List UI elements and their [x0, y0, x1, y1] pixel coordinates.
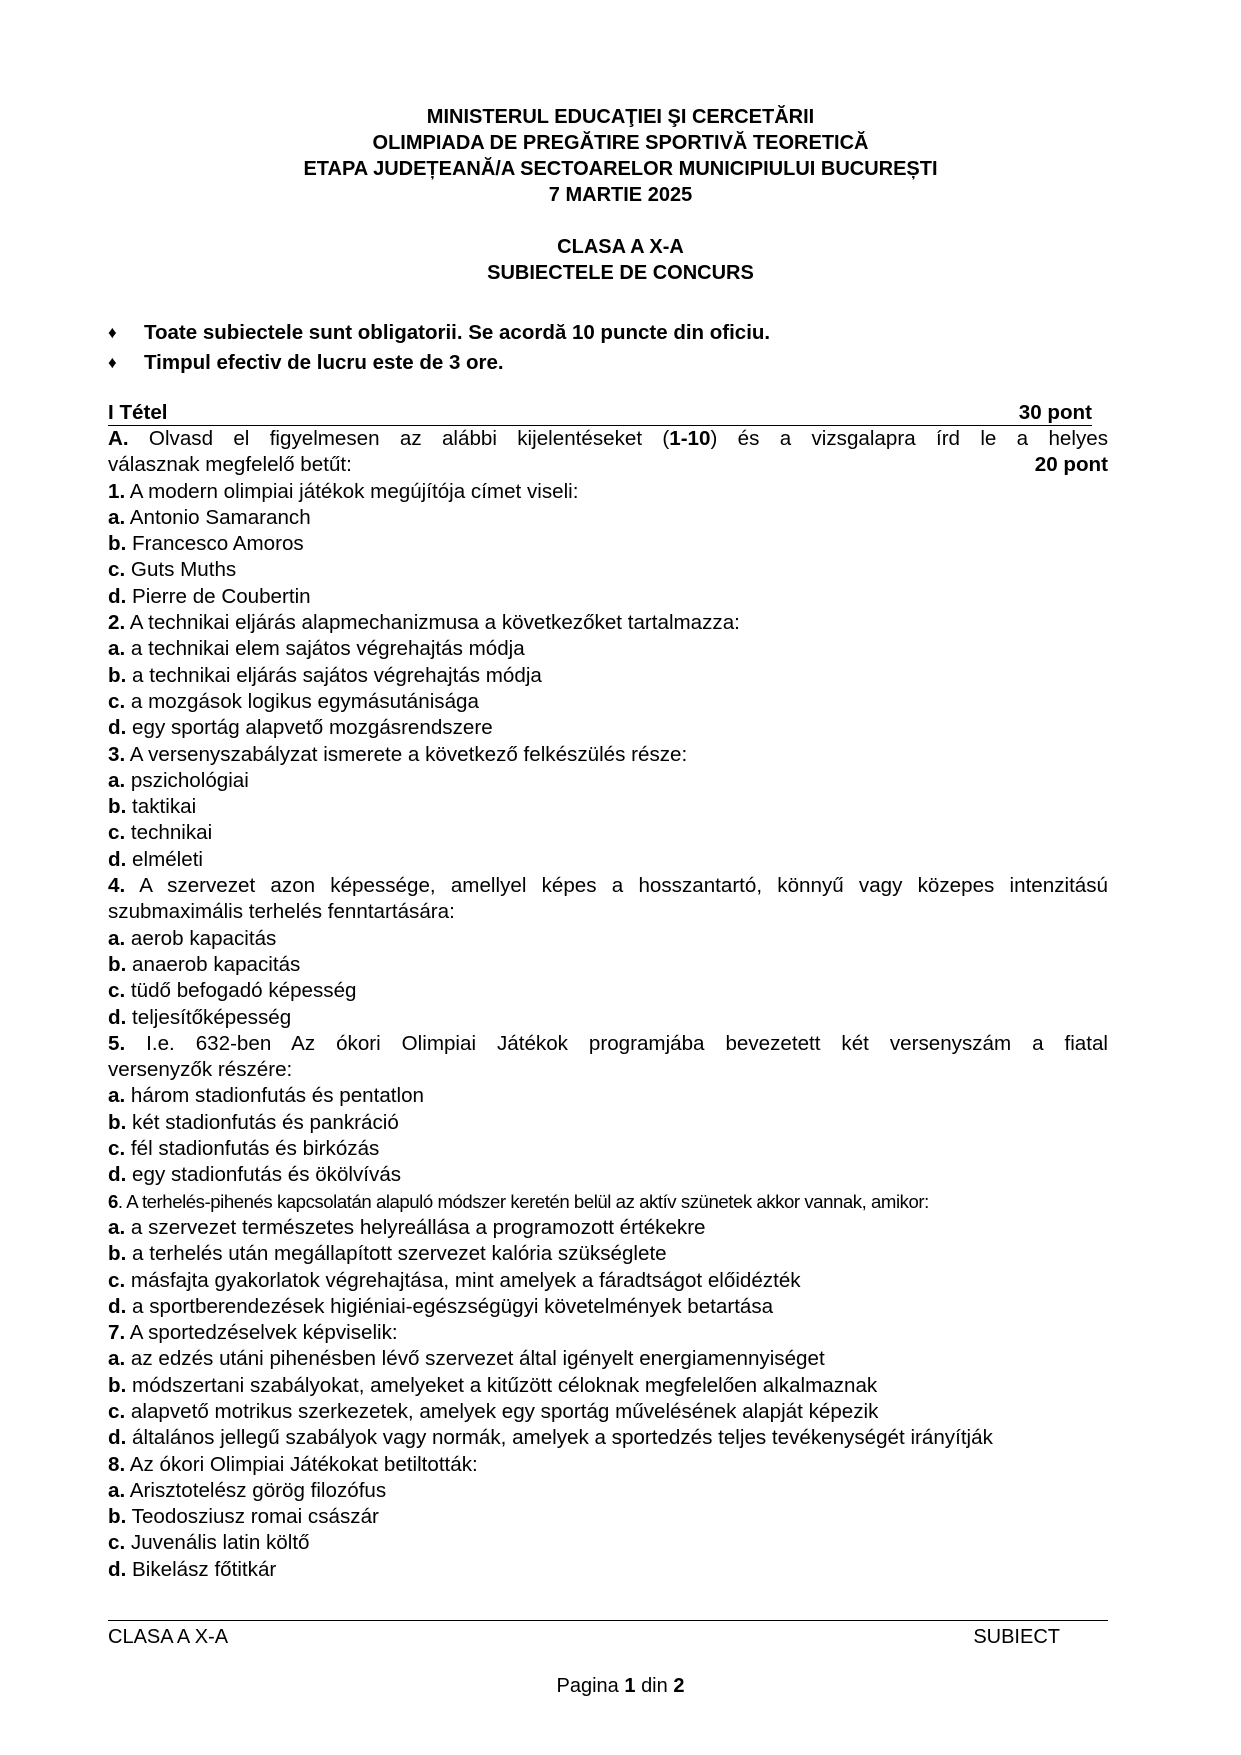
question-1 — [108, 479, 1108, 505]
option-label: c. — [108, 979, 126, 1003]
option-label: a. — [108, 1215, 126, 1239]
option-label: c. — [108, 1137, 126, 1161]
question-6 — [108, 1189, 1108, 1215]
option-text: Pierre de Coubertin — [132, 584, 311, 608]
subject-title: SUBIECTELE DE CONCURS — [487, 262, 754, 284]
instruction-item — [108, 348, 1108, 378]
option-label: d. — [108, 1426, 127, 1450]
section-title: I Tétel — [108, 401, 168, 424]
page-prefix: Pagina — [556, 1675, 619, 1697]
option — [108, 1136, 1108, 1162]
option-text: pszichológiai — [130, 768, 249, 792]
option — [108, 1557, 1108, 1583]
option — [108, 663, 1108, 689]
option-label: d. — [108, 1163, 127, 1187]
part-a-text: Olvasd el figyelmesen az alábbi kijelentéseket ( — [148, 427, 670, 450]
option-label: b. — [108, 1110, 127, 1134]
option-text: Guts Muths — [130, 558, 237, 582]
option-label: d. — [108, 716, 127, 740]
option — [108, 978, 1108, 1004]
option-label: d. — [108, 1005, 127, 1029]
option-label: c. — [108, 1399, 126, 1423]
option-text: két stadionfutás és pankráció — [132, 1110, 399, 1134]
option-label: d. — [108, 1294, 127, 1318]
question-number: 2. — [108, 611, 126, 635]
question-number: 4. — [108, 874, 126, 898]
option — [108, 636, 1108, 662]
option-text: három stadionfutás és pentatlon — [130, 1084, 425, 1108]
option — [108, 768, 1108, 794]
instruction-text: Toate subiectele sunt obligatorii. Se acordă 10 puncte din oficiu. — [144, 321, 771, 344]
question-number: 7. — [108, 1321, 126, 1345]
diamond-bullet-icon: ♦ — [108, 353, 117, 372]
header-gap — [0, 208, 1241, 234]
page-footer — [108, 1624, 1060, 1650]
option-text: Francesco Amoros — [132, 532, 304, 556]
page-total: 2 — [673, 1675, 685, 1697]
question-2 — [108, 610, 1108, 636]
option — [108, 820, 1108, 846]
option-label: b. — [108, 1373, 127, 1397]
option-text: Teodosziusz romai császár — [131, 1505, 379, 1529]
option-text: Arisztotelész görög filozófus — [129, 1478, 387, 1502]
option — [108, 1083, 1108, 1109]
option-label: a. — [108, 768, 126, 792]
option — [108, 1162, 1108, 1188]
option-text: a sportberendezések higiéniai-egészségügyi követelmények betartása — [132, 1294, 774, 1318]
option — [108, 926, 1108, 952]
question-text: Az ókori Olimpiai Játékokat betiltották: — [129, 1452, 478, 1476]
question-number: 6 — [108, 1190, 118, 1212]
diamond-bullet-icon: ♦ — [108, 323, 117, 342]
option-text: Bikelász főtitkár — [132, 1557, 277, 1581]
footer-divider — [108, 1620, 1108, 1621]
option-text: fél stadionfutás és birkózás — [130, 1137, 380, 1161]
part-a-range: 1-10 — [669, 427, 711, 450]
option — [108, 1110, 1108, 1136]
section-title-row — [108, 401, 1092, 426]
option-text: technikai — [130, 821, 213, 845]
question-3 — [108, 742, 1108, 768]
ministry-title: MINISTERUL EDUCAŢIEI ŞI CERCETĂRII — [426, 106, 815, 128]
question-8 — [108, 1452, 1108, 1478]
option — [108, 847, 1108, 873]
option-text: aerob kapacitás — [130, 926, 277, 950]
question-7 — [108, 1320, 1108, 1346]
option — [108, 1373, 1108, 1399]
option-text: Juvenális latin költő — [130, 1531, 310, 1555]
page-number — [0, 1675, 1241, 1698]
part-a-label: A. — [108, 427, 129, 450]
question-text-continued: versenyzők részére: — [108, 1058, 293, 1082]
question-text: A sportedzéselvek képviselik: — [129, 1321, 398, 1345]
option-text: elméleti — [132, 847, 204, 871]
footer-subject: SUBIECT — [973, 1626, 1060, 1648]
option — [108, 1530, 1108, 1556]
option — [108, 715, 1108, 741]
option — [108, 794, 1108, 820]
option — [108, 1478, 1108, 1504]
part-a-points: 20 pont — [1034, 453, 1108, 477]
option — [108, 584, 1108, 610]
section-points: 30 pont — [1018, 401, 1092, 424]
question-number: 1. — [108, 479, 126, 503]
question-text: A versenyszabályzat ismerete a következő felkészülés része: — [129, 742, 688, 766]
option-label: d. — [108, 1557, 127, 1581]
question-text: A modern olimpiai játékok megújítója címet viseli: — [129, 479, 579, 503]
option-text: teljesítőképesség — [132, 1005, 292, 1029]
option — [108, 1215, 1108, 1241]
option-label: a. — [108, 1084, 126, 1108]
option-text: másfajta gyakorlatok végrehajtása, mint amelyek a fáradtságot előidézték — [130, 1268, 801, 1292]
stage-title: ETAPA JUDEȚEANĂ/A SECTOARELOR MUNICIPIULUI BUCUREȘTI — [303, 158, 938, 180]
option — [108, 952, 1108, 978]
option-label: b. — [108, 1242, 127, 1266]
option-label: a. — [108, 1347, 126, 1371]
question-number: 5. — [108, 1031, 126, 1055]
option-label: b. — [108, 532, 127, 556]
option-label: c. — [108, 1531, 126, 1555]
option-label: a. — [108, 926, 126, 950]
option — [108, 1504, 1108, 1530]
question-number: 8. — [108, 1452, 126, 1476]
question-5 — [108, 1031, 1108, 1057]
option-label: c. — [108, 558, 126, 582]
option-text: taktikai — [132, 795, 197, 819]
option-label: d. — [108, 847, 127, 871]
footer-class: CLASA A X-A — [108, 1626, 229, 1648]
exam-date: 7 MARTIE 2025 — [548, 184, 693, 206]
part-a-second-line — [108, 452, 1108, 478]
option — [108, 1425, 1108, 1451]
option-text: általános jellegű szabályok vagy normák, amelyek a sportedzés teljes tevékenységét irányítják — [132, 1426, 993, 1450]
option — [108, 1241, 1108, 1267]
question-text-continued: szubmaximális terhelés fenntartására: — [108, 900, 455, 924]
class-title: CLASA A X-A — [557, 236, 684, 258]
instruction-text: Timpul efectiv de lucru este de 3 ore. — [144, 351, 504, 374]
option-text: alapvető motrikus szerkezetek, amelyek egy sportág művelésének alapját képezik — [130, 1399, 879, 1423]
instructions-list — [108, 318, 1108, 378]
option — [108, 1294, 1108, 1320]
question-text: I.e. 632-ben Az ókori Olimpiai Játékok programjába bevezetett két versenyszám a fiatal — [146, 1031, 1108, 1055]
page-current: 1 — [624, 1675, 636, 1697]
option — [108, 557, 1108, 583]
part-a-text-end: ) és a vizsgalapra írd le a helyes — [710, 427, 1108, 450]
option-text: a mozgások logikus egymásutánisága — [130, 689, 479, 713]
option-label: b. — [108, 663, 127, 687]
page-mid: din — [641, 1675, 668, 1697]
option-label: a. — [108, 1478, 126, 1502]
option-text: az edzés utáni pihenésben lévő szervezet által igényelt energiamennyiséget — [130, 1347, 825, 1371]
option — [108, 1005, 1108, 1031]
option-label: b. — [108, 1505, 127, 1529]
option — [108, 1399, 1108, 1425]
option-text: a szervezet természetes helyreállása a programozott értékekre — [130, 1215, 706, 1239]
option — [108, 505, 1108, 531]
part-a-text-line2: válasznak megfelelő betűt: — [108, 453, 352, 477]
option-text: egy sportág alapvető mozgásrendszere — [132, 716, 493, 740]
option-label: a. — [108, 637, 126, 661]
option-label: b. — [108, 795, 127, 819]
option-text: a terhelés után megállapított szervezet kalória szükséglete — [132, 1242, 667, 1266]
option-label: c. — [108, 689, 126, 713]
question-text: . A terhelés-pihenés kapcsolatán alapuló módszer keretén belül az aktív szünetek akkor vannak, amikor: — [117, 1190, 929, 1212]
option-text: a technikai elem sajátos végrehajtás módja — [130, 637, 525, 661]
question-4 — [108, 873, 1108, 899]
olympiad-title: OLIMPIADA DE PREGĂTIRE SPORTIVĂ TEORETICĂ — [372, 132, 869, 154]
document-header — [0, 104, 1241, 286]
option-label: c. — [108, 821, 126, 845]
question-text: A technikai eljárás alapmechanizmusa a következőket tartalmazza: — [129, 611, 740, 635]
option-text: egy stadionfutás és ökölvívás — [132, 1163, 402, 1187]
question-text: A szervezet azon képessége, amellyel képes a hosszantartó, könnyű vagy közepes intenzitású — [139, 874, 1109, 898]
option-text: tüdő befogadó képesség — [130, 979, 357, 1003]
option-label: b. — [108, 952, 127, 976]
option — [108, 689, 1108, 715]
option-text: módszertani szabályokat, amelyeket a kitűzött céloknak megfelelően alkalmaznak — [132, 1373, 878, 1397]
option-text: Antonio Samaranch — [129, 505, 311, 529]
option-label: a. — [108, 505, 126, 529]
option-text: anaerob kapacitás — [132, 952, 301, 976]
option — [108, 531, 1108, 557]
option-text: a technikai eljárás sajátos végrehajtás módja — [132, 663, 542, 687]
option — [108, 1268, 1108, 1294]
exam-content — [108, 401, 1108, 1583]
question-number: 3. — [108, 742, 126, 766]
option — [108, 1346, 1108, 1372]
option-label: c. — [108, 1268, 126, 1292]
option-label: d. — [108, 584, 127, 608]
instruction-item — [108, 318, 1108, 348]
part-a-instruction — [108, 426, 1108, 452]
